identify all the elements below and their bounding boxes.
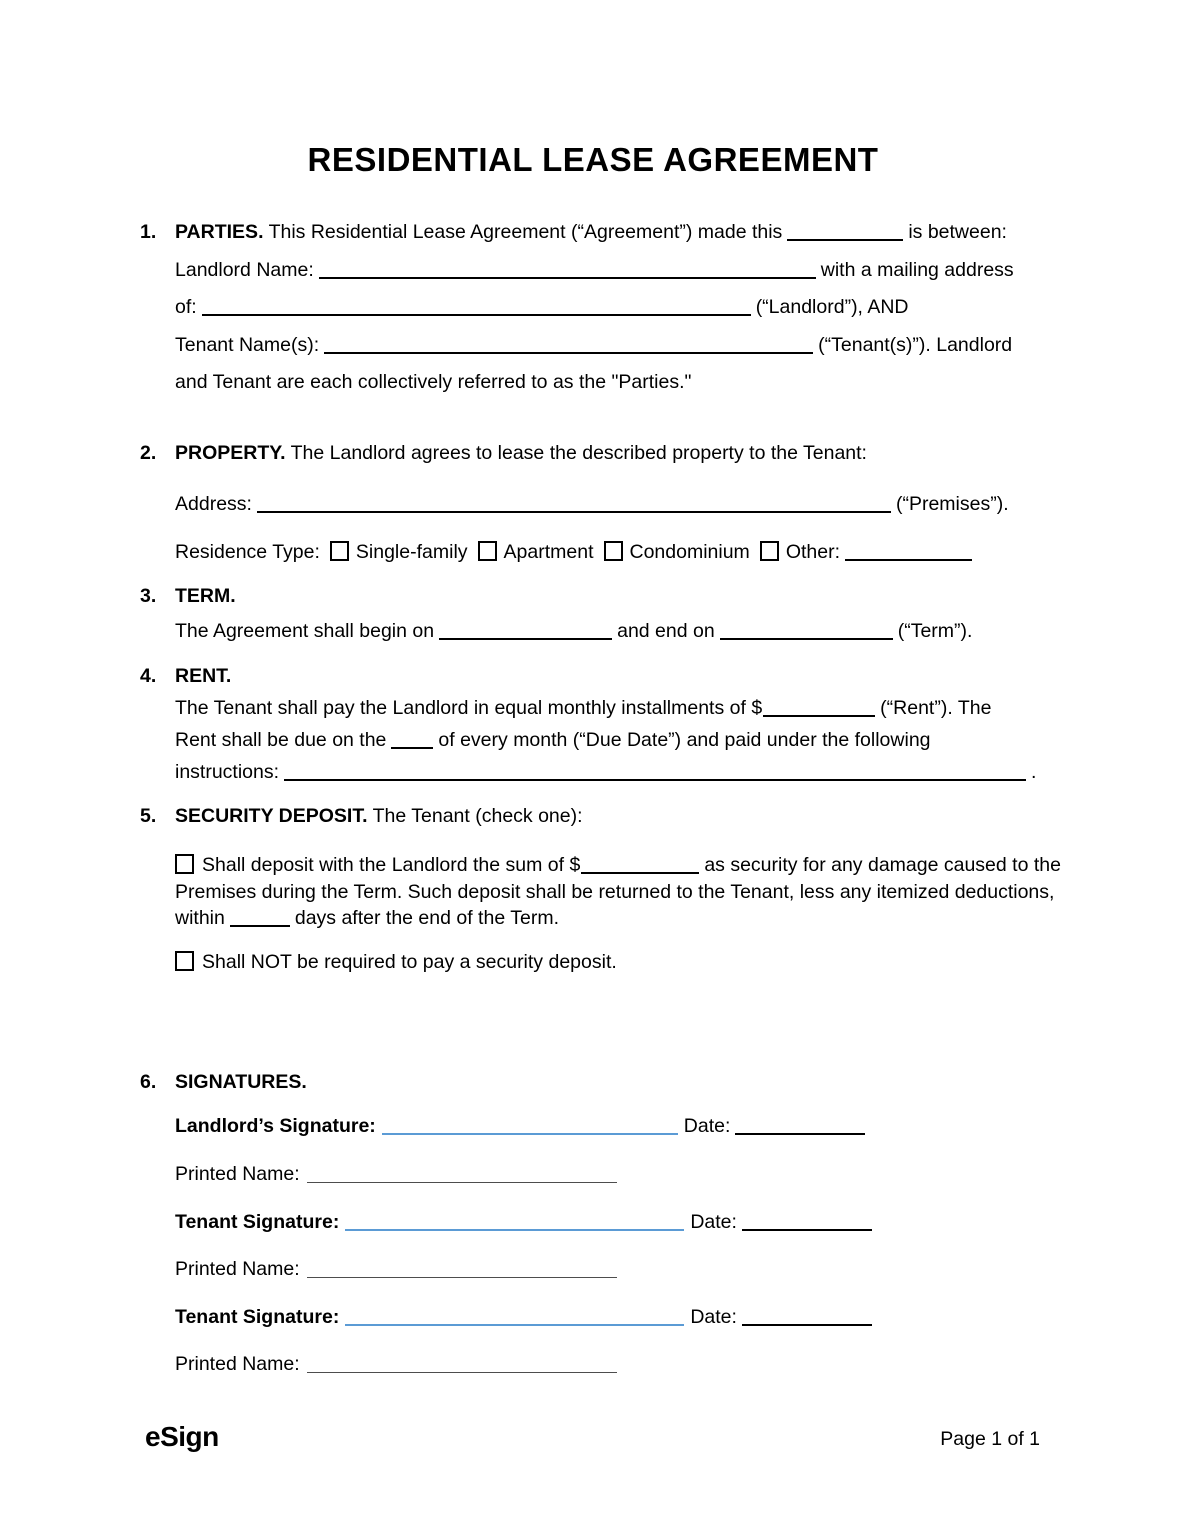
security-option-1: [140, 851, 1087, 932]
deposit-days-blank[interactable]: [230, 924, 290, 927]
landlord-signature-date-blank[interactable]: [735, 1132, 865, 1135]
tenant-signature-field-2[interactable]: [345, 1323, 684, 1326]
landlord-address-line: [140, 295, 909, 319]
page-number-label: Page 1 of 1: [940, 1428, 1040, 1450]
tenant-name-suffix: (“Tenant(s)”). Landlord: [818, 334, 1013, 356]
rent-instructions-blank[interactable]: [284, 778, 1026, 781]
rent-amount-text: The Tenant shall pay the Landlord in equal monthly installments of $: [175, 697, 763, 719]
checkbox-no-deposit[interactable]: [175, 951, 194, 971]
landlord-name-suffix: with a mailing address: [820, 259, 1014, 281]
date-label: Date:: [690, 1211, 737, 1233]
term-middle-text: and end on: [617, 620, 715, 642]
of-suffix: (“Landlord”), AND: [755, 296, 909, 318]
tenant-signature-field-1[interactable]: [345, 1228, 684, 1231]
of-label: of:: [175, 296, 197, 318]
landlord-printed-name-line: [140, 1162, 622, 1186]
security-option-2: [140, 948, 617, 974]
agreement-date-blank[interactable]: [787, 238, 903, 241]
address-suffix: (“Premises”).: [895, 493, 1009, 515]
date-label: Date:: [683, 1115, 731, 1137]
tenant-signature-label: Tenant Signature:: [175, 1306, 340, 1328]
deposit-amount-blank[interactable]: [581, 871, 699, 874]
page-title: RESIDENTIAL LEASE AGREEMENT: [307, 141, 879, 178]
residence-type-line: [140, 538, 977, 564]
landlord-address-blank[interactable]: [202, 313, 751, 316]
parties-closing-line: [140, 370, 691, 394]
rent-due-day-blank[interactable]: [391, 746, 433, 749]
rent-amount-suffix: (“Rent”). The: [880, 697, 992, 719]
section-number: 6.: [140, 1071, 157, 1093]
property-address-line: [140, 492, 1009, 516]
tenant-printed-name-line-1: [140, 1257, 622, 1281]
rent-heading-line: [140, 664, 231, 688]
section-number: 1.: [140, 221, 157, 243]
address-label: Address:: [175, 493, 252, 515]
term-end-date-blank[interactable]: [720, 637, 893, 640]
checkbox-other[interactable]: [760, 541, 779, 561]
security-option1-text-2: as security for any damage caused to the Premises during the Term. Such deposit shall be returned to the Tenant, less any itemized deductions, within: [175, 854, 1061, 929]
section-number: 3.: [140, 585, 157, 607]
date-label: Date:: [690, 1306, 737, 1328]
term-dates-line: [140, 619, 972, 643]
security-option1-text: Shall deposit with the Landlord the sum of $: [202, 854, 581, 876]
residence-option-label: Apartment: [503, 541, 594, 563]
instructions-label: instructions:: [175, 761, 280, 783]
tenant-signature-line-1: [140, 1210, 877, 1234]
checkbox-single-family[interactable]: [330, 541, 349, 561]
parties-intro-text: This Residential Lease Agreement (“Agreement”) made this: [268, 221, 783, 243]
landlord-printed-name-blank[interactable]: [307, 1181, 617, 1183]
landlord-signature-field[interactable]: [382, 1132, 678, 1135]
printed-name-label: Printed Name:: [175, 1258, 300, 1280]
landlord-name-line: [140, 258, 1014, 282]
tenant-printed-name-blank-2[interactable]: [307, 1371, 617, 1373]
tenant-signature-label: Tenant Signature:: [175, 1211, 340, 1233]
landlord-name-blank[interactable]: [319, 276, 816, 279]
tenant-name-blank[interactable]: [324, 351, 813, 354]
tenant-printed-name-blank-1[interactable]: [307, 1276, 617, 1278]
tenant-signature-date-blank-1[interactable]: [742, 1228, 872, 1231]
section-number: 4.: [140, 665, 157, 687]
tenant-name-label: Tenant Name(s):: [175, 334, 320, 356]
security-option1-text-3: days after the end of the Term.: [294, 907, 559, 929]
section-heading-parties: PARTIES.: [175, 221, 264, 243]
term-start-date-blank[interactable]: [439, 637, 612, 640]
rent-amount-line: [140, 696, 991, 720]
checkbox-condominium[interactable]: [604, 541, 623, 561]
parties-intro-line: [140, 220, 1007, 244]
residence-option-label: Condominium: [629, 541, 750, 563]
landlord-signature-line: [140, 1114, 870, 1138]
section-heading-property: PROPERTY.: [175, 442, 286, 464]
property-address-blank[interactable]: [257, 510, 891, 513]
checkbox-apartment[interactable]: [478, 541, 497, 561]
checkbox-shall-deposit[interactable]: [175, 854, 194, 874]
other-label: Other:: [785, 541, 840, 563]
security-option2-text: Shall NOT be required to pay a security deposit.: [202, 951, 617, 973]
section-heading-term: TERM.: [175, 585, 236, 607]
section-heading-security-deposit: SECURITY DEPOSIT.: [175, 805, 368, 827]
tenant-name-line: [140, 333, 1012, 357]
signatures-heading-line: [140, 1070, 307, 1094]
property-intro-text: The Landlord agrees to lease the described property to the Tenant:: [290, 442, 867, 464]
rent-due-line: [140, 728, 931, 752]
term-heading-line: [140, 584, 236, 608]
printed-name-label: Printed Name:: [175, 1353, 300, 1375]
term-begin-text: The Agreement shall begin on: [175, 620, 435, 642]
security-heading-line: [140, 804, 583, 828]
tenant-printed-name-line-2: [140, 1352, 622, 1376]
rent-instructions-line: [140, 760, 1036, 784]
residence-option-label: Single-family: [355, 541, 468, 563]
term-end-text: (“Term”).: [897, 620, 973, 642]
section-number: 2.: [140, 442, 157, 464]
parties-intro-text-2: is between:: [908, 221, 1007, 243]
landlord-signature-label: Landlord’s Signature:: [175, 1115, 376, 1137]
residence-other-blank[interactable]: [845, 558, 972, 561]
section-heading-signatures: SIGNATURES.: [175, 1071, 307, 1093]
security-intro-text: The Tenant (check one):: [372, 805, 583, 827]
section-number: 5.: [140, 805, 157, 827]
rent-due-text: Rent shall be due on the: [175, 729, 387, 751]
esign-logo: eSign: [145, 1421, 219, 1452]
rent-due-suffix: of every month (“Due Date”) and paid under the following: [438, 729, 931, 751]
tenant-signature-date-blank-2[interactable]: [742, 1323, 872, 1326]
landlord-name-label: Landlord Name:: [175, 259, 314, 281]
tenant-signature-line-2: [140, 1305, 877, 1329]
instructions-period: .: [1031, 761, 1037, 783]
section-heading-rent: RENT.: [175, 665, 232, 687]
property-heading-line: [140, 441, 867, 465]
parties-closing-text: and Tenant are each collectively referred to as the "Parties.": [175, 371, 692, 393]
printed-name-label: Printed Name:: [175, 1163, 300, 1185]
rent-amount-blank[interactable]: [763, 714, 875, 717]
residence-type-label: Residence Type:: [175, 541, 320, 563]
